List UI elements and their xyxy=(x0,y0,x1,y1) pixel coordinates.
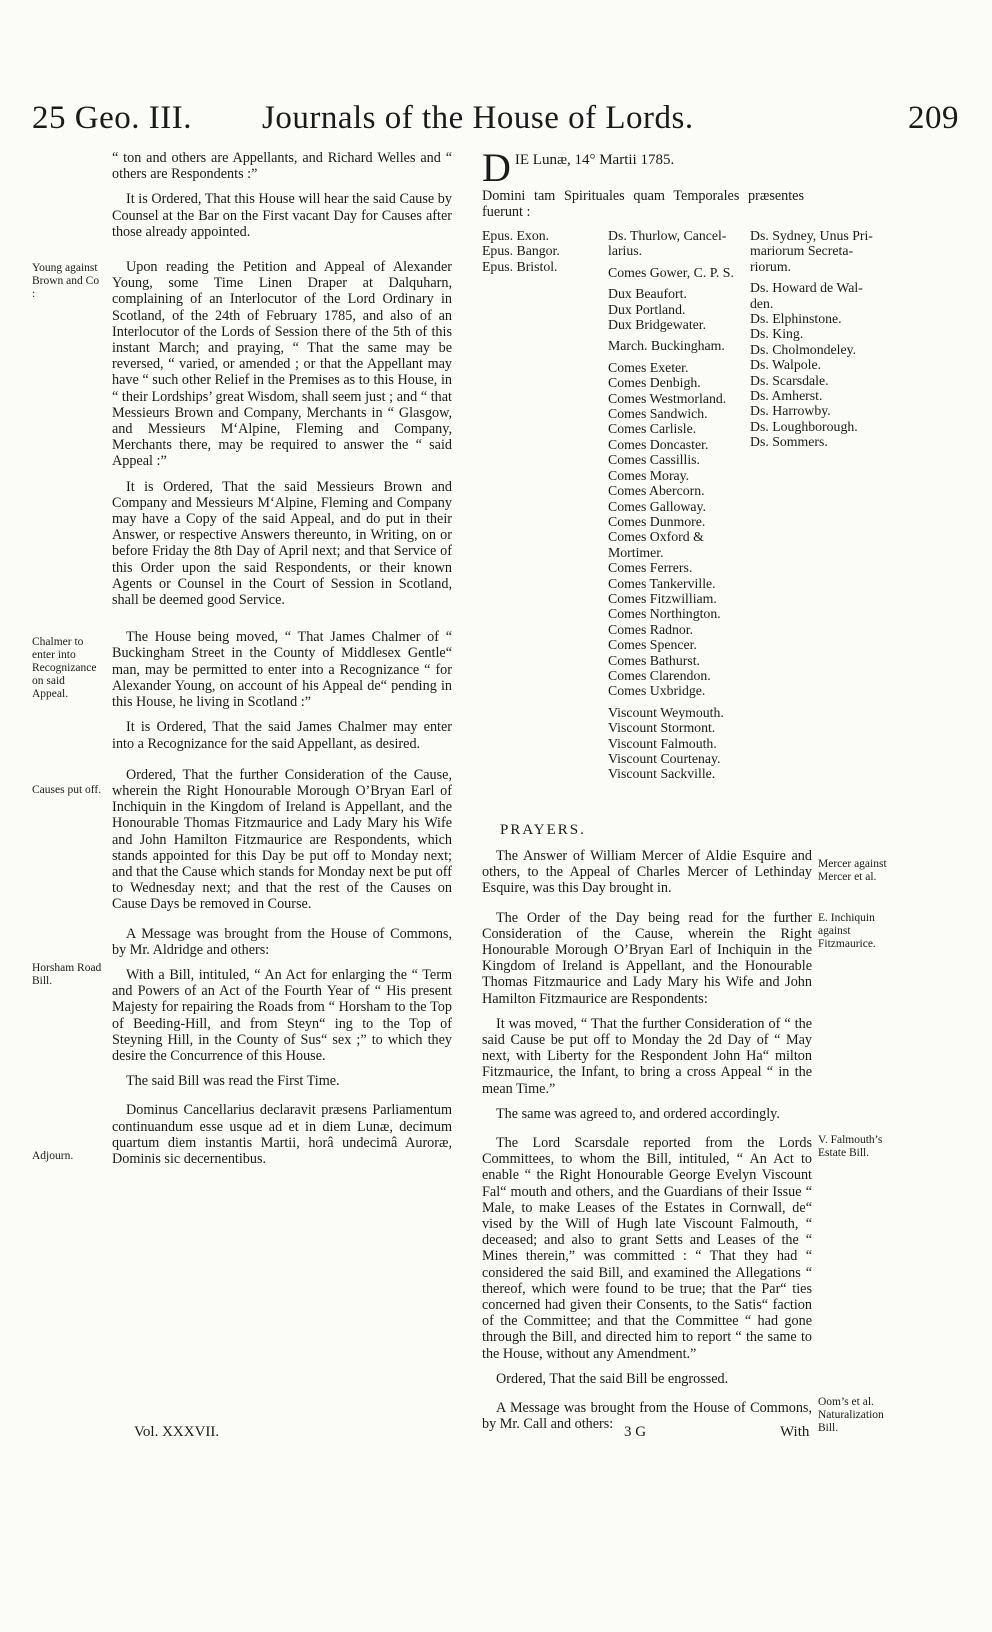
left-para-chalmer-ordered: It is Ordered, That the said James Chalmer may enter into a Recognizance for the said Appellant, as desired. xyxy=(112,719,452,752)
prayers-heading: PRAYERS. xyxy=(500,822,586,838)
peer-entry: Comes Uxbridge. xyxy=(608,683,706,699)
peer-entry: Comes Gower, C. P. S. xyxy=(608,264,734,280)
left-para-continuation: “ ton and others are Appellants, and Richard Welles and “ others are Respondents :” xyxy=(112,150,452,183)
left-para-chalmer-motion: The House being moved, “ That James Chalmer of “ Buckingham Street in the County of Middlesex Gentle“ man, may be permitted to enter into a Recognizance “ for Alexander Young, on account of his Appeal de“ pending in this House, he living in Scotland :” xyxy=(112,629,452,711)
lords-present-heading: Domini tam Spirituales quam Temporales præsentes fuerunt : xyxy=(482,188,804,221)
margin-note-ooms-naturalization: Oom’s et al. Naturalization Bill. xyxy=(818,1396,884,1434)
peer-entry: Comes Westmorland. xyxy=(608,390,727,406)
drop-cap: D xyxy=(482,145,511,190)
right-para-commons-message: A Message was brought from the House of Commons, by Mr. Call and others: xyxy=(482,1400,812,1433)
volume-number: Vol. XXXVII. xyxy=(134,1424,220,1440)
peer-entry: Comes Dunmore. xyxy=(608,513,706,529)
peer-entry: Ds. Sommers. xyxy=(750,434,828,450)
peer-entry: Comes Tankerville. xyxy=(608,575,716,591)
peer-entry: Mortimer. xyxy=(608,544,664,560)
margin-note-horsham-road-bill: Horsham Road Bill. xyxy=(32,962,102,987)
sitting-date-text: IE Lunæ, 14° Martii 1785. xyxy=(514,152,675,168)
peer-entry: Ds. Sydney, Unus Pri- xyxy=(750,228,873,243)
left-para-first-reading: The said Bill was read the First Time. xyxy=(126,1073,340,1090)
left-para-young-petition: Upon reading the Petition and Appeal of Alexander Young, some Time Linen Draper at Dalquharn, complaining of an Interlocutor of the Lord Ordinary in Scotland, of the 24th of February 1785, and also of an Interlocutor of the Lords of Session there of the 5th of this instant March; and praying, “ That the same may be reversed, “ varied, or amended ; or that the Appellant may have “ such other Relief in the Premises as to this House, in “ their Lordships’ great Wisdom, shall seem just ; and “ that Messieurs Brown and Company, Merchants in “ Glasgow, and Messieurs M‘Alpine, Fleming and Company, Merchants there, may be required to answer the “ said Appeal :” xyxy=(112,259,452,470)
peer-entry: Comes Oxford & xyxy=(608,529,704,545)
peer-entry: Dux Bridgewater. xyxy=(608,317,707,333)
peer-entry: Comes Radnor. xyxy=(608,621,694,637)
peer-entry: Comes Moray. xyxy=(608,467,690,483)
peer-entry: den. xyxy=(750,295,774,311)
peer-entry: riorum. xyxy=(750,258,791,274)
peer-entry: Ds. Walpole. xyxy=(750,357,822,373)
signature-mark: 3 G xyxy=(624,1424,647,1440)
bishop-entry: Epus. Exon. xyxy=(482,228,550,243)
peers-list-middle xyxy=(608,228,734,782)
peer-entry: Ds. Loughborough. xyxy=(750,418,858,434)
left-para-inchiquin-putoff: Ordered, That the further Consideration of the Cause, wherein the Right Honourable Morough O’Bryan Earl of Inchiquin in the Kingdom of Ireland is Appellant, and the Honourable Thomas Fitzmaurice and Lady Mary his Wife and John Hamilton Fitzmaurice are Respondents, which stands appointed for this Day be put off to Monday next; and that the Cause which stands for Monday next be put off to Wednesday next; and that the rest of the Causes on Cause Days be removed in Course. xyxy=(112,766,452,913)
peer-entry: mariorum Secreta- xyxy=(750,243,854,259)
margin-note-mercer: Mercer against Mercer et al. xyxy=(818,858,887,883)
peer-entry: Comes Exeter. xyxy=(608,359,689,375)
margin-note-adjourn: Adjourn. xyxy=(32,1150,74,1162)
peer-entry: March. Buckingham. xyxy=(608,338,725,354)
running-header-regnal-year: 25 Geo. III. xyxy=(32,100,192,136)
sitting-date-heading xyxy=(482,145,822,190)
peer-entry: Comes Sandwich. xyxy=(608,406,708,422)
peer-entry: Comes Doncaster. xyxy=(608,436,709,452)
left-para-adjournment: Dominus Cancellarius declaravit præsens Parliamentum continuandum esse usque ad et in diem Lunæ, decimum quartum diem instantis Martii, horâ undecimâ Auroræ, Dominis sic decernentibus. xyxy=(112,1102,452,1167)
left-column xyxy=(112,150,452,1176)
peer-entry: Comes Denbigh. xyxy=(608,375,701,391)
peer-entry: Comes Carlisle. xyxy=(608,421,697,437)
peer-entry: Comes Abercorn. xyxy=(608,483,705,499)
peer-entry: Viscount Courtenay. xyxy=(608,751,721,766)
peer-entry: Ds. King. xyxy=(750,326,804,342)
right-para-scarsdale-report: The Lord Scarsdale reported from the Lords Committees, to whom the Bill, intituled, “ An Act to enable “ the Right Honourable George Evelyn Viscount Fal“ mouth and others, and the Guardians of their Issue “ Male, to make Leases of the Estates in Cornwall, de“ vised by the Will of Hugh late Viscount Falmouth, “ deceased; and also to grant Setts and Leases of the “ Mines therein,” was committed : “ That they had “ considered the said Bill, and examined the Allegations “ thereof, which were found to be true; that the Par“ ties concerned had given their Consents, to the Satis“ faction of the Committee; and that the Committee “ had gone through the Bill, and directed him to report “ the same to the House, without any Amendment.” xyxy=(482,1135,812,1362)
right-para-engrossed: Ordered, That the said Bill be engrossed. xyxy=(496,1370,729,1387)
left-para-ordered-hear: It is Ordered, That this House will hear the said Cause by Counsel at the Bar on the First vacant Day for Causes after those already appointed. xyxy=(112,191,452,240)
peer-entry: Comes Northington. xyxy=(608,606,721,622)
peer-entry: Comes Spencer. xyxy=(608,637,697,653)
catchword: With xyxy=(780,1424,810,1440)
peer-entry: Dux Beaufort. xyxy=(608,286,687,302)
peer-entry: Comes Ferrers. xyxy=(608,560,693,576)
left-para-young-ordered: It is Ordered, That the said Messieurs Brown and Company and Messieurs M‘Alpine, Fleming and Company may have a Copy of the said Appeal, and do put in their Answer, or respective Answers thereunto, in Writing, on or before Friday the 8th Day of April next; and that Service of this Order upon the said Respondents, or their known Agents or Counsel in the Court of Session in Scotland, shall be deemed good Service. xyxy=(112,478,452,609)
peer-entry: Comes Clarendon. xyxy=(608,667,711,683)
peers-list-right xyxy=(750,228,873,450)
bishop-entry: Epus. Bangor. xyxy=(482,243,560,259)
margin-note-chalmer-recognizance: Chalmer to enter into Recognizance on said Appeal. xyxy=(32,636,97,700)
running-header-title: Journals of the House of Lords. xyxy=(262,100,694,136)
peer-entry: Ds. Amherst. xyxy=(750,388,823,404)
margin-note-young-v-brown: Young against Brown and Co : xyxy=(32,262,100,300)
right-para-inchiquin-order: The Order of the Day being read for the further Consideration of the Cause, wherein the Right Honourable Morough O’Bryan Earl of Inchiquin in the Kingdom of Ireland is Appellant, and the Honourable Thomas Fitzmaurice and Lady Mary his Wife and John Hamilton Fitzmaurice are Respondents: xyxy=(482,909,812,1007)
left-para-horsham-bill: With a Bill, intituled, “ An Act for enlarging the “ Term and Powers of an Act of the Fourth Year of “ His present Majesty for repairing the Roads from “ Horsham to the Top of Beeding-Hill, and from Steyn“ ing to the Top of Steyning Hill, in the County of Sus“ sex ;” to which they desire the Concurrence of this House. xyxy=(112,966,452,1064)
peer-entry: Viscount Weymouth. xyxy=(608,704,724,720)
peer-entry: Comes Cassillis. xyxy=(608,452,700,468)
page-number: 209 xyxy=(908,100,959,136)
right-para-mercer-answer: The Answer of William Mercer of Aldie Esquire and others, to the Appeal of Charles Mercer of Lethinday Esquire, was this Day brought in. xyxy=(482,848,812,897)
margin-note-causes-put-off: Causes put off. xyxy=(32,784,102,796)
right-para-motion: It was moved, “ That the further Consideration of “ the said Cause be put off to Monday the 2d Day of “ May next, with Liberty for the Respondent John Ha“ milton Fitzmaurice, the Infant, to bring a cross Appeal “ in the mean Time.” xyxy=(482,1015,812,1097)
peer-entry: Viscount Sackville. xyxy=(608,766,716,782)
right-para-agreed: The same was agreed to, and ordered accordingly. xyxy=(496,1105,780,1122)
bishop-entry: Epus. Bristol. xyxy=(482,258,558,274)
bishops-list xyxy=(482,228,560,274)
peer-entry: Ds. Harrowby. xyxy=(750,403,831,419)
margin-note-inchiquin: E. Inchiquin against Fitzmaurice. xyxy=(818,912,876,950)
left-para-commons-message: A Message was brought from the House of Commons, by Mr. Aldridge and others: xyxy=(112,925,452,958)
peer-entry: Viscount Falmouth. xyxy=(608,735,717,751)
peer-entry: Ds. Elphinstone. xyxy=(750,311,842,327)
right-column xyxy=(482,848,812,1442)
peer-entry: Ds. Cholmondeley. xyxy=(750,341,857,357)
peer-entry: Viscount Stormont. xyxy=(608,720,716,736)
peer-entry: Comes Fitzwilliam. xyxy=(608,590,717,606)
peer-entry: Comes Galloway. xyxy=(608,498,706,514)
peer-entry: larius. xyxy=(608,243,643,259)
peer-entry: Dux Portland. xyxy=(608,301,686,317)
margin-note-falmouth-bill: V. Falmouth’s Estate Bill. xyxy=(818,1134,883,1159)
peer-entry: Ds. Thurlow, Cancel- xyxy=(608,228,727,243)
peer-entry: Ds. Scarsdale. xyxy=(750,372,829,388)
peer-entry: Comes Bathurst. xyxy=(608,652,700,668)
peer-entry: Ds. Howard de Wal- xyxy=(750,280,863,296)
